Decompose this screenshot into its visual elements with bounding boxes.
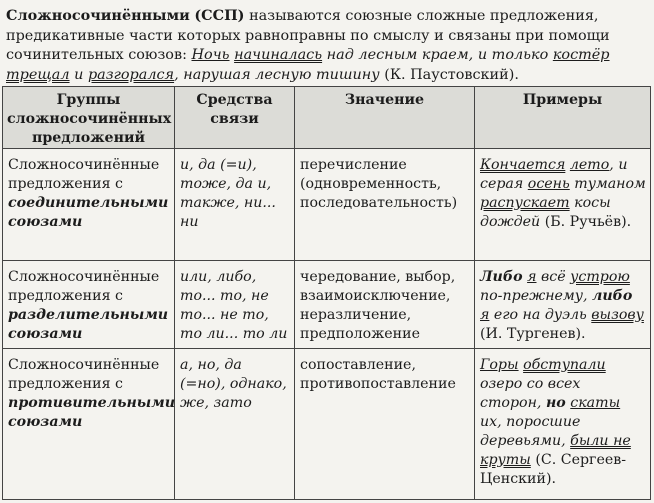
table-row — [3, 261, 651, 349]
means-cell: или, либо, то... то, не то... не то, то ли... то ли — [175, 261, 295, 349]
definition-text: называются союзные сложные предложения, предикативные части которых равноправны по смыслу и связаны при помощи сочинительных союзов: — [6, 8, 610, 63]
ssp-table — [2, 86, 651, 500]
group-cell: Сложносочинённые предложения с разделительными союзами — [3, 261, 175, 349]
table-header-row — [3, 87, 651, 149]
group-cell: Сложносочинённые предложения с соединительными союзами — [3, 149, 175, 261]
header-means: Средства связи — [175, 87, 295, 149]
table-row — [3, 349, 651, 500]
example-cell: Либо я всё устрою по-прежнему, либо я его на дуэль вызову (И. Тургенев). — [475, 261, 651, 349]
abbreviation: (ССП) — [194, 7, 245, 24]
means-cell: и, да (=и), тоже, да и, также, ни... ни — [175, 149, 295, 261]
definition-paragraph — [6, 6, 646, 85]
header-meaning: Значение — [295, 87, 475, 149]
meaning-cell: перечисление (одновременность, последовательность) — [295, 149, 475, 261]
header-groups: Группы сложносочинённых предложений — [3, 87, 175, 149]
group-cell: Сложносочинённые предложения с противительными союзами — [3, 349, 175, 500]
example-cell: Кончается лето, и серая осень туманом распускает косы дождей (Б. Ручьёв). — [475, 149, 651, 261]
intro-author: (К. Паустовский). — [384, 66, 519, 83]
meaning-cell: чередование, выбор, взаимоисключение, неразличение, предположение — [295, 261, 475, 349]
meaning-cell: сопоставление, противопоставление — [295, 349, 475, 500]
means-cell: а, но, да (=но), однако, же, зато — [175, 349, 295, 500]
header-examples: Примеры — [475, 87, 651, 149]
example-cell: Горы обступали озеро со всех сторон, но скаты их, поросшие деревьями, были не круты (С. Сергеев-Ценский). — [475, 349, 651, 500]
intro-example: Ночь начиналась над лесным краем, и только костёр трещал и разгорался, нарушая лесную тишину — [6, 47, 610, 83]
term: Сложносочинёнными — [6, 7, 190, 24]
table-row — [3, 149, 651, 261]
